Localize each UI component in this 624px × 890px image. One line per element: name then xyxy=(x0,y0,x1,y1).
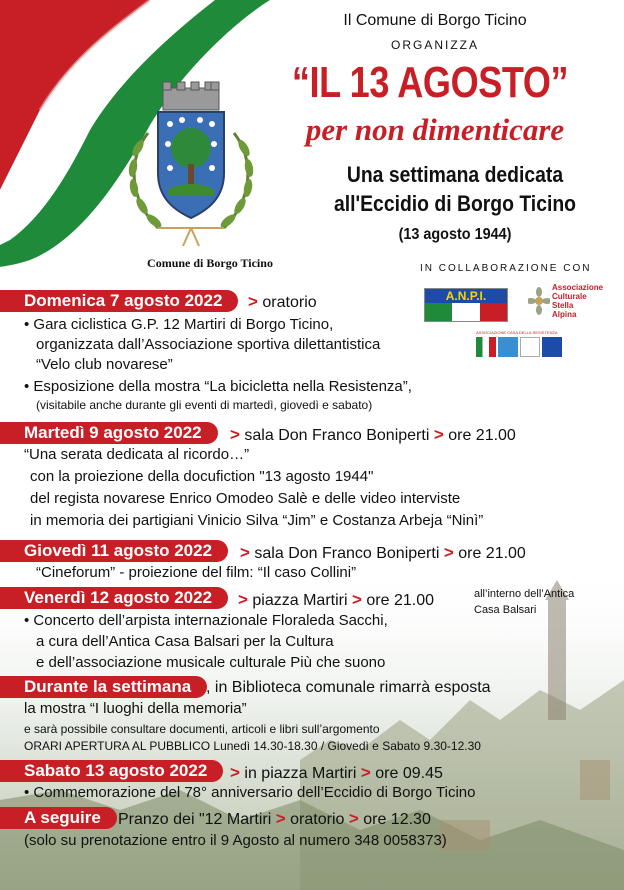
event6-place: in piazza Martiri xyxy=(244,765,357,782)
event6-sep2: > xyxy=(360,763,371,782)
event3-line1: “Cineforum” - proiezione del film: “Il caso Collini” xyxy=(36,564,357,581)
stella-line4: Alpina xyxy=(552,310,577,319)
week-heading-line1: Una settimana dedicata xyxy=(346,162,564,187)
stella-alpina-logo xyxy=(528,283,604,323)
event1-line5: (visitabile anche durante gli eventi di martedì, giovedì e sabato) xyxy=(36,398,373,412)
event2-line3: del regista novarese Enrico Omodeo Salè e delle video interviste xyxy=(30,490,461,507)
heading-date: (13 agosto 1944) xyxy=(398,226,512,243)
event7-text: Pranzo dei "12 Martiri xyxy=(118,811,272,828)
event2-time: ore 21.00 xyxy=(448,427,516,444)
event4-badge: Venerdì 12 agosto 2022 xyxy=(0,587,228,609)
event2-location xyxy=(230,425,516,445)
event4-location xyxy=(238,590,434,610)
event1-sep: > xyxy=(248,292,258,311)
edelweiss-icon xyxy=(528,287,550,317)
event1-location xyxy=(248,292,317,312)
anpi-logo xyxy=(424,288,508,322)
event2-line1: “Una serata dedicata al ricordo…” xyxy=(24,446,250,463)
event6-time: ore 09.45 xyxy=(375,765,443,782)
event1-place: oratorio xyxy=(262,294,317,311)
stella-line3: Stella xyxy=(552,301,574,310)
event4-place: piazza Martiri xyxy=(252,592,348,609)
casa-resistenza-logos xyxy=(476,330,562,358)
event7-sep2: > xyxy=(348,809,359,828)
event3-sep2: > xyxy=(443,543,454,562)
event4-sep2: > xyxy=(351,590,362,609)
event5-line3: ORARI APERTURA AL PUBBLICO Lunedì 14.30-18.30 / Giovedì e Sabato 9.30-12.30 xyxy=(24,739,481,753)
event2-sep2: > xyxy=(433,425,444,444)
event4-line2: a cura dell’Antica Casa Balsari per la Cultura xyxy=(36,633,334,650)
event3-time: ore 21.00 xyxy=(458,545,526,562)
organizer-label: ORGANIZZA xyxy=(390,38,479,52)
event7-time: ore 12.30 xyxy=(363,811,431,828)
organizer-name: Il Comune di Borgo Ticino xyxy=(343,12,527,29)
event6-badge: Sabato 13 agosto 2022 xyxy=(0,760,223,782)
event3-location xyxy=(240,543,526,563)
event5-text: , in Biblioteca comunale rimarrà esposta xyxy=(206,679,491,696)
event1-line2: organizzata dall’Associazione sportiva dilettantistica xyxy=(36,336,381,353)
event3-sep1: > xyxy=(240,543,250,562)
event2-line4: in memoria dei partigiani Vinicio Silva “Jim” e Costanza Arbeja “Ninì” xyxy=(30,512,484,529)
event3-badge: Giovedì 11 agosto 2022 xyxy=(0,540,228,562)
event2-place: sala Don Franco Boniperti xyxy=(244,427,430,444)
event7-line1: (solo su prenotazione entro il 9 Agosto al numero 348 0058373) xyxy=(24,832,447,849)
anpi-logo-text: A.N.P.I. xyxy=(425,289,507,303)
event5-line2: e sarà possibile consultare documenti, articoli e libri sull’argomento xyxy=(24,722,380,736)
event6-location xyxy=(230,763,443,783)
event1-line4: • Esposizione della mostra “La bicicletta nella Resistenza”, xyxy=(24,378,412,395)
event6-line1: • Commemorazione del 78° anniversario dell’Eccidio di Borgo Ticino xyxy=(24,784,476,801)
event1-line3: “Velo club novarese” xyxy=(36,356,173,373)
stella-line1: Associazione xyxy=(552,283,604,292)
event1-badge: Domenica 7 agosto 2022 xyxy=(0,290,238,312)
event2-badge: Martedì 9 agosto 2022 xyxy=(0,422,218,444)
event4-note2: Casa Balsari xyxy=(474,604,537,616)
event4-sep1: > xyxy=(238,590,248,609)
event2-line2: con la proiezione della docufiction "13 agosto 1944" xyxy=(30,468,374,485)
page-subtitle: per non dimenticare xyxy=(305,112,565,147)
page-title: “IL 13 AGOSTO” xyxy=(291,58,569,107)
borgo-ticino-crest xyxy=(118,78,264,254)
event3-place: sala Don Franco Boniperti xyxy=(254,545,440,562)
casa-resistenza-label: ASSOCIAZIONE CASA DELLA RESISTENZA xyxy=(476,330,558,335)
event1-line1: • Gara ciclistica G.P. 12 Martiri di Borgo Ticino, xyxy=(24,316,334,333)
event7-sep1: > xyxy=(275,809,286,828)
week-heading xyxy=(310,160,600,218)
event7-badge: A seguire xyxy=(0,807,117,829)
event7-location xyxy=(118,809,431,829)
event4-note xyxy=(474,586,574,618)
week-heading-line2: all'Eccidio di Borgo Ticino xyxy=(334,191,576,216)
event6-sep1: > xyxy=(230,763,240,782)
event4-line3: e dell’associazione musicale culturale Più che suono xyxy=(36,654,386,671)
collaboration-label: IN COLLABORAZIONE CON xyxy=(420,263,592,274)
crest-caption: Comune di Borgo Ticino xyxy=(147,256,273,270)
event5-badge: Durante la settimana xyxy=(0,676,207,698)
event4-line1: • Concerto dell’arpista internazionale Floraleda Sacchi, xyxy=(24,612,388,629)
event4-time: ore 21.00 xyxy=(366,592,434,609)
event5-line1: la mostra “I luoghi della memoria” xyxy=(24,700,247,717)
stella-line2: Culturale xyxy=(552,292,587,301)
event4-note1: all’interno dell’Antica xyxy=(474,588,575,600)
event7-place: oratorio xyxy=(290,811,345,828)
event2-sep1: > xyxy=(230,425,240,444)
